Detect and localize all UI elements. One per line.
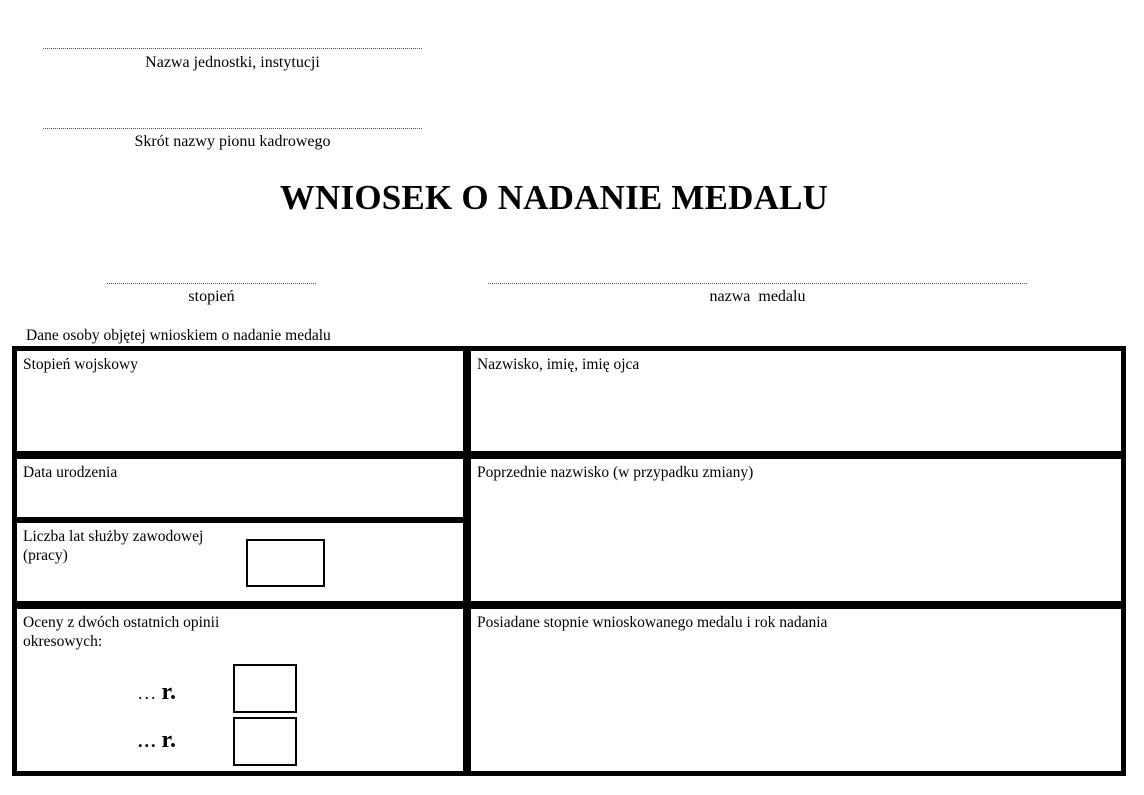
evaluations-label xyxy=(23,613,219,651)
hr-division-caption: Skrót nazwy pionu kadrowego xyxy=(134,133,331,150)
evaluation-1-input-box[interactable] xyxy=(233,664,297,713)
hr-division-line[interactable] xyxy=(43,128,422,129)
medal-degree-line[interactable] xyxy=(107,283,316,284)
evaluation-year-1 xyxy=(138,679,176,706)
service-years-label xyxy=(23,527,203,565)
evaluation-year-2-dots: ... xyxy=(138,731,158,751)
previous-surname-cell[interactable] xyxy=(471,459,1121,601)
medal-name-line[interactable] xyxy=(488,283,1027,284)
institution-name-caption: Nazwa jednostki, instytucji xyxy=(145,54,320,71)
evaluation-year-1-suffix: r. xyxy=(161,679,176,705)
full-name-label: Nazwisko, imię, imię ojca xyxy=(477,356,640,373)
evaluations-label-line1: Oceny z dwóch ostatnich opinii xyxy=(23,614,220,631)
evaluation-2-input-box[interactable] xyxy=(233,717,297,766)
military-rank-label: Stopień wojskowy xyxy=(23,356,138,373)
held-degrees-cell[interactable] xyxy=(471,609,1121,771)
person-data-section-label: Dane osoby objętej wnioskiem o nadanie medalu xyxy=(26,327,331,344)
evaluation-year-1-dots: ... xyxy=(138,683,158,703)
full-name-cell[interactable] xyxy=(471,351,1121,451)
service-years-cell xyxy=(17,523,463,601)
birth-date-cell[interactable] xyxy=(17,459,463,517)
military-rank-cell[interactable] xyxy=(17,351,463,451)
service-years-input-box[interactable] xyxy=(246,539,325,587)
medal-degree-caption: stopień xyxy=(188,288,235,305)
held-degrees-label: Posiadane stopnie wnioskowanego medalu i rok nadania xyxy=(477,614,828,631)
medal-name-caption: nazwa medalu xyxy=(709,288,806,305)
previous-surname-label: Poprzednie nazwisko (w przypadku zmiany) xyxy=(477,464,754,481)
evaluation-year-2 xyxy=(138,727,176,754)
evaluations-label-line2: okresowych: xyxy=(23,633,103,650)
form-title: WNIOSEK O NADANIE MEDALU xyxy=(279,178,829,217)
evaluations-cell xyxy=(17,609,463,771)
evaluation-year-2-suffix: r. xyxy=(161,727,176,753)
service-years-label-line1: Liczba lat służby zawodowej xyxy=(23,528,204,545)
birth-date-label: Data urodzenia xyxy=(23,464,118,481)
service-years-label-line2: (pracy) xyxy=(23,547,68,564)
institution-name-line[interactable] xyxy=(43,48,422,49)
person-data-form xyxy=(12,346,1126,776)
